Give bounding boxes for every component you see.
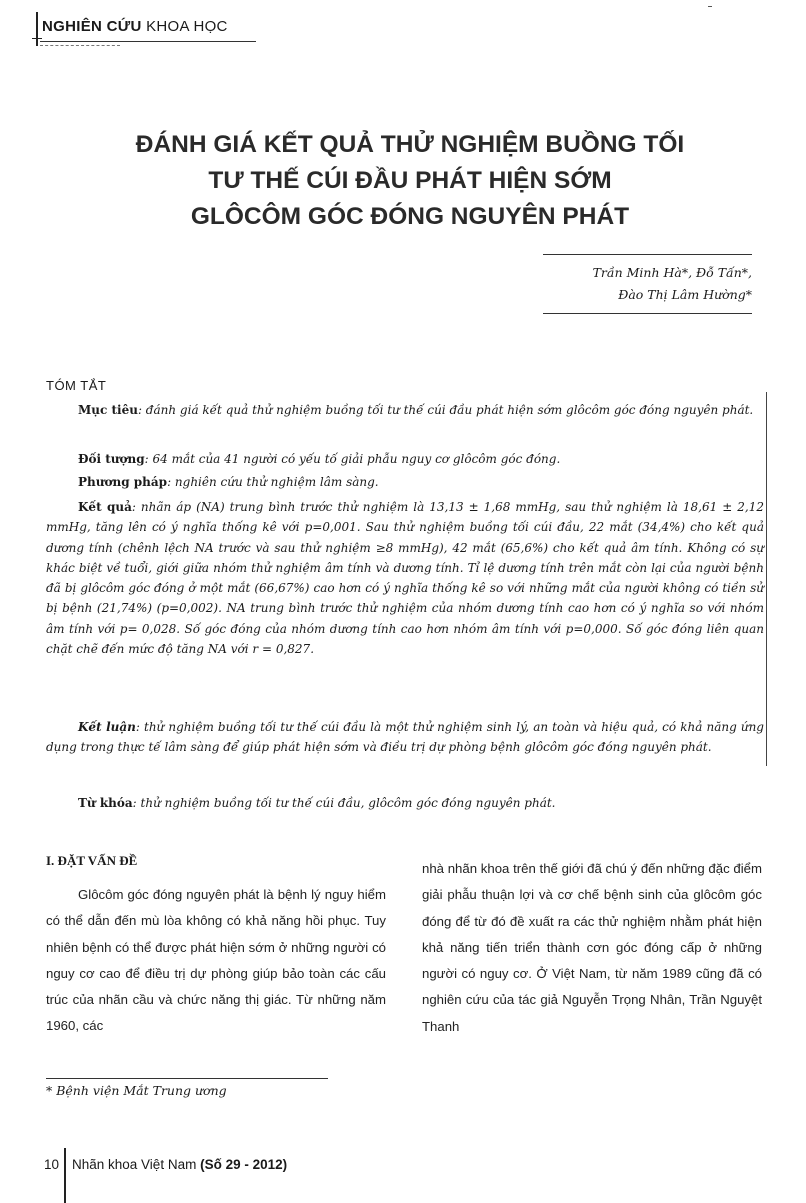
section-heading: I. ĐẶT VẤN ĐỀ (46, 853, 138, 868)
body-column-right (422, 856, 762, 1040)
title-line-2: TƯ THẾ CÚI ĐẦU PHÁT HIỆN SỚM (208, 167, 612, 194)
abstract-keywords (46, 793, 764, 813)
header-dash-line (40, 45, 120, 46)
authors-top-rule (543, 254, 752, 255)
abstract-heading: TÓM TẮT (46, 378, 107, 393)
conclusion-label: Kết luận (78, 720, 136, 734)
header-underline (40, 41, 256, 42)
header-tick (32, 38, 42, 39)
objective-text: : đánh giá kết quả thử nghiệm buồng tối tư thế cúi đầu phát hiện sớm glôcôm góc đóng nguyên phát. (137, 403, 754, 417)
abstract-objective (46, 400, 764, 420)
body-column-left (46, 882, 386, 1040)
journal-issue: (Số 29 - 2012) (200, 1157, 288, 1172)
article-title (60, 127, 760, 235)
results-label: Kết quả (78, 500, 132, 514)
authors-line-2: Đào Thị Lâm Hường* (618, 287, 752, 302)
section-header-bold: NGHIÊN CỨU (42, 18, 142, 35)
section-header-rest: KHOA HỌC (141, 18, 228, 35)
abstract-side-rule (766, 392, 767, 766)
method-text: : nghiên cứu thử nghiệm lâm sàng. (167, 475, 379, 489)
section-header (42, 18, 228, 35)
subjects-text: : 64 mắt của 41 người có yếu tố giải phẫu nguy cơ glôcôm góc đóng. (144, 452, 561, 466)
journal-title: Nhãn khoa Việt Nam (72, 1157, 201, 1172)
conclusion-text: : thử nghiệm buồng tối tư thế cúi đầu là một thử nghiệm sinh lý, an toàn và hiệu quả, có khả năng ứng dụng trong thực tế lâm sàng để giúp phát hiện sớm và điều trị dự phòng bệnh glôcôm góc đóng nguyên phát. (46, 720, 764, 755)
page-number: 10 (44, 1157, 60, 1172)
abstract-method (46, 472, 764, 492)
authors-bottom-rule (543, 313, 752, 314)
abstract-subjects (46, 449, 764, 469)
footnote-rule (46, 1078, 328, 1079)
authors-block (593, 262, 752, 306)
keywords-label: Từ khóa (78, 796, 133, 810)
footnote: * Bệnh viện Mắt Trung ương (46, 1083, 227, 1098)
subjects-label: Đối tượng (78, 452, 145, 466)
results-text: : nhãn áp (NA) trung bình trước thử nghiệm là 13,13 ± 1,68 mmHg, sau thử nghiệm là 18,61 ± 2,12 mmHg, tăng lên có ý nghĩa thống kê với p=0,001. Sau thử nghiệm buồng tối cúi đầu, 22 mắt (34,4%) cho kết quả dương tính (chênh lệch NA trước và sau thử nghiệm ≥8 mmHg), 42 mắt (65,6%) cho kết quả âm tính. Không có sự khác biệt về tuổi, giới giữa nhóm thử nghiệm âm tính và dương tính. Tỉ lệ dương tính trên mắt còn lại của người bệnh đã bị glôcôm góc đóng ở một mắt (66,67%) cao hơn có ý nghĩa thống kê so với những mắt của người không có tiền sử bị bệnh (21,74%) (p=0,002). NA trung bình trước thử nghiệm của nhóm dương tính cao hơn có ý nghĩa so với nhóm âm tính với p= 0,028. Số góc đóng của nhóm dương tính cao hơn nhóm âm tính với p=0,000. Số góc đóng liên quan chặt chẽ đến mức độ tăng NA với r = 0,827. (46, 500, 764, 657)
objective-label: Mục tiêu (78, 403, 138, 417)
method-label: Phương pháp (78, 475, 168, 489)
abstract-results (46, 497, 764, 659)
keywords-text: : thử nghiệm buồng tối tư thế cúi đầu, glôcôm góc đóng nguyên phát. (132, 796, 556, 810)
title-line-3: GLÔCÔM GÓC ĐÓNG NGUYÊN PHÁT (190, 203, 630, 230)
title-line-1: ĐÁNH GIÁ KẾT QUẢ THỬ NGHIỆM BUỒNG TỐI (135, 131, 685, 158)
header-vertical-bar (36, 12, 38, 46)
corner-mark (708, 6, 712, 7)
footer-vertical-bar (64, 1148, 66, 1203)
right-column-text: nhà nhãn khoa trên thế giới đã chú ý đến những đặc điểm giải phẫu thuận lợi và cơ chế bệnh sinh của glôcôm góc đóng để từ đó đề xuất ra các thử nghiệm nhằm phát hiện khả năng tiến triển thành cơn góc đóng cấp ở những người có nguy cơ. Ở Việt Nam, từ năm 1989 cũng đã có nghiên cứu của tác giả Nguyễn Trọng Nhân, Trần Nguyệt Thanh (422, 861, 762, 1034)
left-column-text: Glôcôm góc đóng nguyên phát là bệnh lý nguy hiểm có thể dẫn đến mù lòa không có khả năng hồi phục. Tuy nhiên bệnh có thể được phát hiện sớm ở những người có nguy cơ cao để điều trị dự phòng giúp bảo toàn các cấu trúc của nhãn cầu và chức năng thị giác. Từ những năm 1960, các (46, 887, 386, 1034)
authors-line-1: Trần Minh Hà*, Đỗ Tấn*, (592, 265, 752, 280)
abstract-conclusion (46, 717, 764, 758)
journal-name (72, 1157, 287, 1172)
